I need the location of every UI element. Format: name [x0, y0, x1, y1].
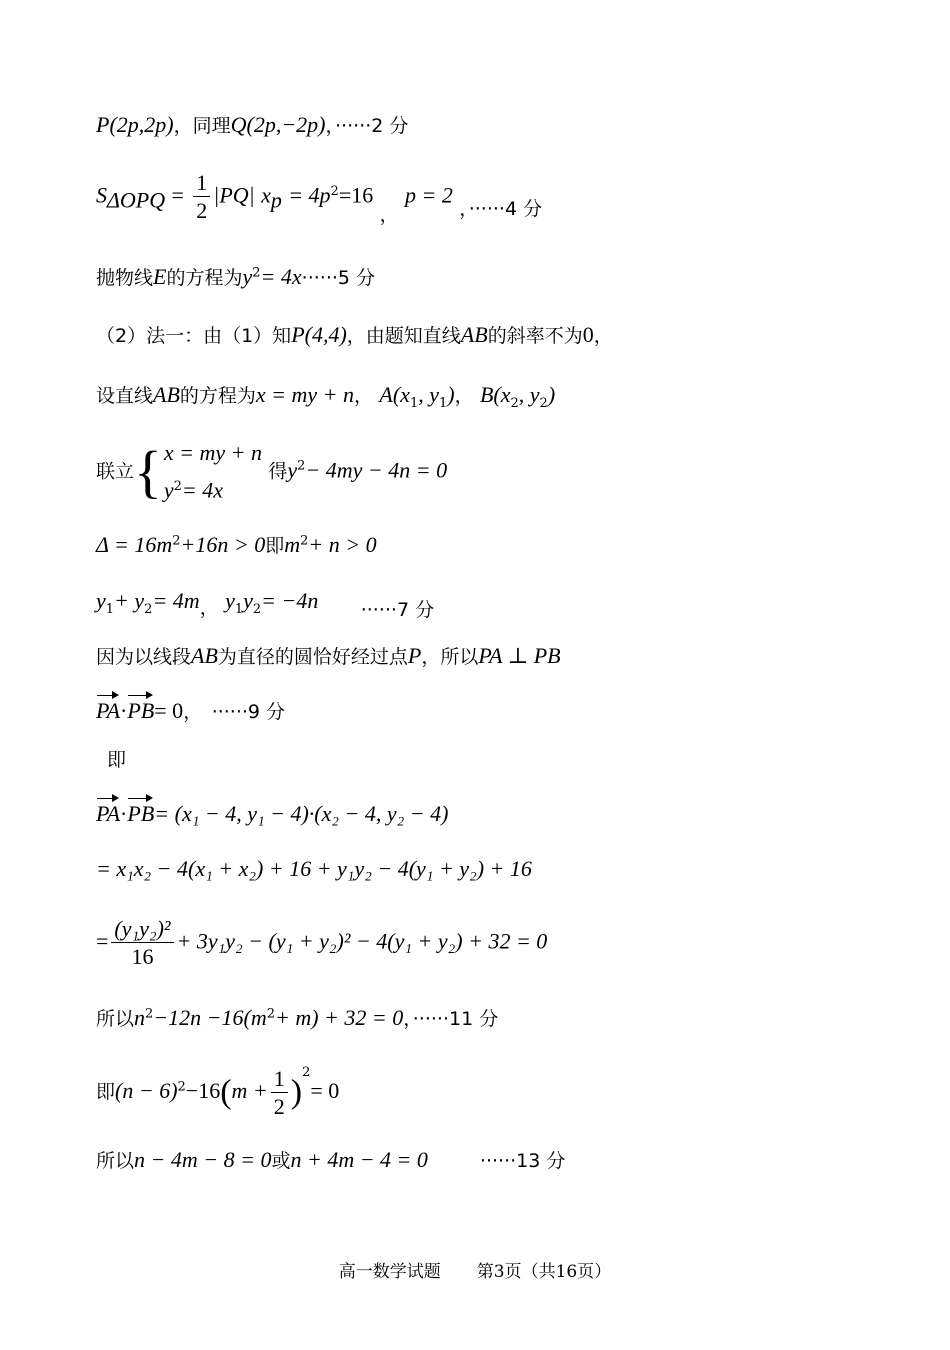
footer-title: 高一数学试题	[338, 1262, 441, 1282]
score-mark: ，······11 分	[403, 1008, 499, 1030]
score-mark: ，······2 分	[325, 115, 409, 137]
fraction-one-half: $\frac{1}{2}$	[271, 1068, 288, 1118]
solution-line-5: 设直线AB的方程为x = my + n， $A(x_1$, $y_1$)， $B(x_2$, $y_2$)	[96, 382, 556, 411]
solution-line-14: = $\frac{\text{(y₁y₂)²}}{16}$ + 3y₁y₂ − (y₁ + y₂)² − 4(y₁ + y₂) + 32 = 0	[96, 916, 548, 969]
score-mark: ······7 分	[360, 599, 435, 621]
solution-line-11: 即	[107, 749, 127, 771]
solution-line-2: $S_{\Delta OPQ}$ = $\frac{1}{2}$ |PQ| $x_p = 4p^2=16$ ， p = 2 ，······4 分	[96, 170, 543, 226]
score-mark: ，······4 分	[459, 197, 543, 220]
solution-line-6: 联立{ x = my + n $y^2= 4x$ 得$y^2- 4my - 4n = 0$	[96, 436, 447, 508]
page-footer	[0, 1257, 950, 1282]
score-mark: ······13 分	[479, 1150, 566, 1172]
solution-line-16: 即$(n - 6)^2-16(m$ + $\frac{1}{2}$ )$^2$= 0	[96, 1065, 340, 1119]
left-brace: {	[134, 438, 162, 504]
fraction-one-half: $\frac{1}{2}$	[193, 172, 210, 222]
solution-line-13: = x₁x₂ − 4(x₁ + x₂) + 16 + y₁y₂ − 4(y₁ + y₂) + 16	[96, 856, 532, 881]
score-mark: ， ······9 分	[183, 701, 286, 723]
fraction-square-over-16: $\frac{\text{(y₁y₂)²}}{16}$	[111, 918, 173, 968]
solution-line-15: 所以$n^2-12n -16(m^2+ m) + 32 = 0$，······11 分	[96, 1005, 499, 1030]
vector-pa: PA	[96, 694, 120, 722]
solution-line-8: $y_1+ y_2= 4m$， $y_1y_2= -4n \cdot\cdot\cdot\cdot\cdot\cdot 7$ 分	[96, 588, 435, 621]
solution-line-12: PA·PB= (x₁ − 4, y₁ − 4)·(x₂ − 4, y₂ − 4)	[96, 797, 448, 825]
solution-line-10: PA·PB= 0， ······9 分	[96, 694, 285, 722]
equation-system: x = my + n $y^2= 4x$	[163, 440, 262, 503]
solution-line-1: P(2p,2p)，同理Q(2p,−2p)，······2 分	[96, 112, 409, 137]
score-mark: ······5 分	[301, 267, 376, 289]
solution-line-9: 因为以线段AB为直径的圆恰好经过点P，所以PA ⊥ PB	[96, 643, 561, 668]
solution-line-3: 抛物线E的方程为$y^2= 4x\cdot\cdot\cdot\cdot\cdot\cdot 5$ 分	[96, 264, 376, 289]
point-q: Q(2p,−2p)	[230, 112, 326, 137]
point-p: P(2p,2p)	[96, 112, 174, 137]
vector-pb: PB	[127, 797, 154, 825]
vector-pb: PB	[127, 694, 154, 722]
solution-line-4: （2）法一：由（1）知P(4,4)，由题知直线AB的斜率不为0，	[96, 322, 613, 347]
solution-line-17: 所以n − 4m − 8 = 0或n + 4m − 4 = 0 ······13 分	[96, 1147, 566, 1172]
vector-pa: PA	[96, 797, 120, 825]
solution-line-7: $\Delta = 16m^2+16n > 0$即$m^2+ n > 0$	[96, 532, 377, 557]
footer-page-number: 第3页（共16页）	[476, 1262, 612, 1282]
